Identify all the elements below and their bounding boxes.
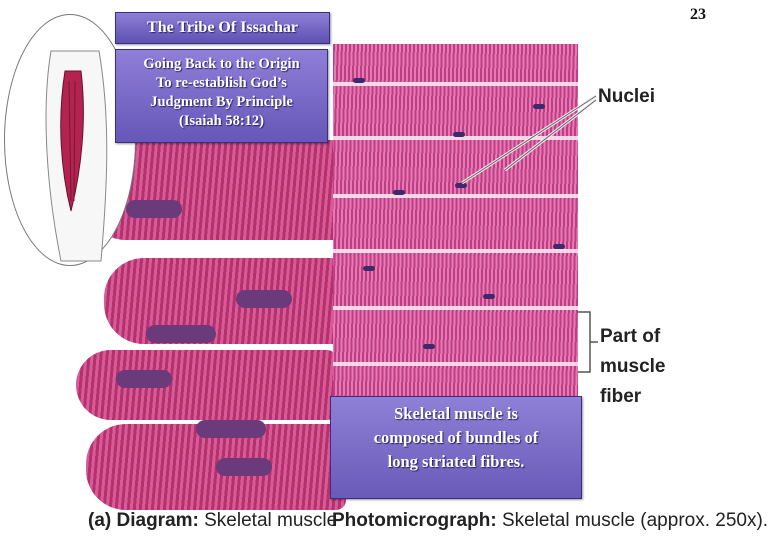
- nucleus: [363, 266, 375, 271]
- fiber-boundary: [333, 82, 578, 86]
- page-number: 23: [690, 6, 706, 23]
- photo-caption: [332, 510, 768, 532]
- fiber-boundary: [333, 249, 578, 253]
- nucleus: [533, 104, 545, 109]
- arm-illustration: [41, 51, 111, 261]
- fiber-boundary: [333, 306, 578, 310]
- muscle-fiber-label-line1: Part of muscle: [600, 326, 666, 377]
- muscle-fiber-label: [600, 322, 720, 412]
- subtitle-line: To re-establish God’s: [156, 75, 287, 91]
- slide-title: The Tribe Of Issachar: [147, 19, 298, 36]
- diagram-caption-text: Skeletal muscle: [198, 510, 338, 531]
- nucleus: [453, 132, 465, 137]
- subtitle-box: [115, 49, 328, 143]
- fiber-boundary: [333, 362, 578, 366]
- subtitle-line: Judgment By Principle: [150, 94, 293, 110]
- nucleus: [353, 78, 365, 83]
- photo-caption-bold: Photomicrograph:: [332, 510, 497, 531]
- photomicrograph: [333, 44, 578, 396]
- note-box: [330, 396, 582, 499]
- photo-caption-text: Skeletal muscle (approx. 250x).: [496, 510, 768, 531]
- nuclei-label: Nuclei: [598, 86, 656, 107]
- nucleus: [126, 200, 182, 218]
- nucleus: [146, 325, 216, 343]
- note-line: Skeletal muscle is: [394, 404, 518, 423]
- diagram-caption: [88, 510, 337, 532]
- nucleus: [116, 370, 172, 388]
- note-line: composed of bundles of: [373, 428, 539, 447]
- muscle-fiber: [104, 258, 364, 344]
- nucleus: [216, 458, 272, 476]
- note-line: long striated fibres.: [387, 452, 525, 471]
- nucleus: [423, 344, 435, 349]
- title-box: [115, 12, 330, 44]
- nucleus: [483, 294, 495, 299]
- nucleus: [553, 244, 565, 249]
- nucleus: [455, 183, 467, 188]
- fiber-boundary: [333, 194, 578, 198]
- subtitle-line: Going Back to the Origin: [143, 56, 300, 72]
- subtitle-line: (Isaiah 58:12): [179, 113, 264, 129]
- nucleus: [196, 420, 266, 438]
- muscle-fiber: [76, 350, 336, 420]
- nucleus: [236, 290, 292, 308]
- diagram-caption-bold: (a) Diagram:: [88, 510, 199, 531]
- nucleus: [393, 190, 405, 195]
- muscle-fiber-label-line2: fiber: [600, 386, 642, 407]
